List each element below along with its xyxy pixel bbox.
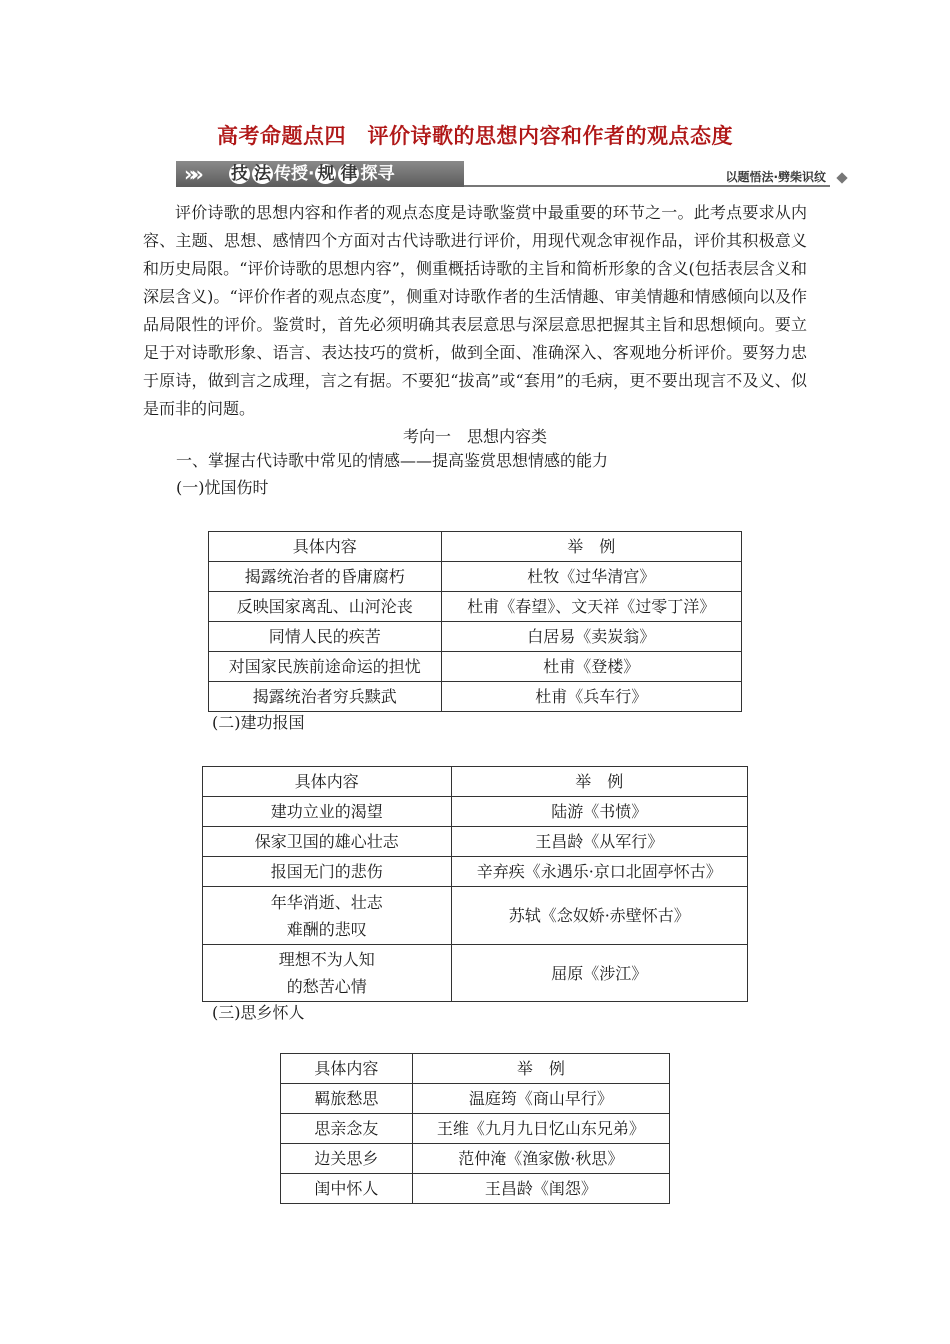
table-row [203,797,748,827]
banner-char: 法 [254,164,271,184]
example-cell: 举 例 [412,1054,669,1084]
example-cell: 辛弃疾《永遇乐·京口北固亭怀古》 [451,857,747,887]
example-cell: 王昌龄《从军行》 [451,827,747,857]
content-cell: 年华消逝、壮志 难酬的悲叹 [203,887,452,945]
content-cell: 同情人民的疾苦 [209,622,442,652]
content-cell: 闺中怀人 [281,1174,413,1204]
table-row [203,827,748,857]
example-cell: 白居易《卖炭翁》 [441,622,741,652]
content-cell: 反映国家离乱、山河沦丧 [209,592,442,622]
content-cell: 具体内容 [203,767,452,797]
banner-char: 律 [340,164,358,184]
content-cell: 报国无门的悲伤 [203,857,452,887]
banner-char: 规 [317,164,335,184]
example-cell: 杜甫《兵车行》 [441,682,741,712]
table-header-row [203,767,748,797]
table-row [209,652,742,682]
table-row [209,622,742,652]
content-cell: 思亲念友 [281,1114,413,1144]
content-cell: 羁旅愁思 [281,1084,413,1114]
table-row [281,1084,670,1114]
banner-text-part: 传授· [274,164,315,184]
table-sixiang [280,1053,670,1204]
table-row [203,857,748,887]
table-header-row [281,1054,670,1084]
banner-char: 技 [231,164,248,184]
example-cell: 范仲淹《渔家傲·秋思》 [412,1144,669,1174]
table-row [203,945,748,1002]
table-row [203,887,748,945]
banner-text-part: 探寻 [360,164,395,184]
page-title: 高考命题点四 评价诗歌的思想内容和作者的观点态度 [217,123,733,148]
table-youguo [208,531,742,712]
example-cell: 王维《九月九日忆山东兄弟》 [412,1114,669,1144]
banner-subtitle: 以题悟法·劈柴识纹 [725,170,826,184]
content-cell: 揭露统治者穷兵黩武 [209,682,442,712]
example-cell: 举 例 [451,767,747,797]
table-header-row [209,532,742,562]
example-cell: 举 例 [441,532,741,562]
example-cell: 陆游《书愤》 [451,797,747,827]
example-cell: 屈原《涉江》 [451,945,747,1002]
content-cell: 对国家民族前途命运的担忧 [209,652,442,682]
example-cell: 苏轼《念奴娇·赤壁怀古》 [451,887,747,945]
table-row [281,1144,670,1174]
example-cell: 杜甫《登楼》 [441,652,741,682]
table-row [281,1174,670,1204]
content-cell: 具体内容 [209,532,442,562]
content-cell: 具体内容 [281,1054,413,1084]
subheading: 一、掌握古代诗歌中常见的情感——提高鉴赏思想情感的能力 [176,451,609,470]
intro-paragraph: 评价诗歌的思想内容和作者的观点态度是诗歌鉴赏中最重要的环节之一。此考点要求从内容、主题、思想、感情四个方面对古代诗歌进行评价，用现代观念审视作品，评价其积极意义和历史局限。“评价诗歌的思想内容”，侧重概括诗歌的主旨和简析形象的含义(包括表层含义和深层含义)。“评价作者的观点态度”，侧重对诗歌作者的生活情趣、审美情趣和情感倾向以及作品局限性的评价。鉴赏时，首先必须明确其表层意思与深层意思把握其主旨和思想倾向。要立足于对诗歌形象、语言、表达技巧的赏析，做到全面、准确深入、客观地分析评价。要努力忠于原诗，做到言之成理，言之有据。不要犯“拔高”或“套用”的毛病，更不要出现言不及义、似是而非的问题。 [143,203,807,418]
table-jiangong [202,766,748,1002]
content-cell: 理想不为人知 的愁苦心情 [203,945,452,1002]
table-caption: (三)思乡怀人 [212,1003,305,1022]
example-cell: 温庭筠《商山早行》 [412,1084,669,1114]
content-cell: 建功立业的渴望 [203,797,452,827]
diamond-icon [836,172,847,183]
content-cell: 边关思乡 [281,1144,413,1174]
table-row [209,592,742,622]
table-row [281,1114,670,1144]
content-cell: 揭露统治者的昏庸腐朽 [209,562,442,592]
banner-rule [464,185,830,187]
example-cell: 杜甫《春望》、文天祥《过零丁洋》 [441,592,741,622]
section-heading: 考向一 思想内容类 [402,427,547,446]
example-cell: 杜牧《过华清宫》 [441,562,741,592]
table-row [209,682,742,712]
table-row [209,562,742,592]
example-cell: 王昌龄《闺怨》 [412,1174,669,1204]
table-caption: (一)忧国伤时 [176,478,269,497]
table-caption: (二)建功报国 [212,713,305,732]
content-cell: 保家卫国的雄心壮志 [203,827,452,857]
section-banner [176,158,852,192]
chevron-right-icon: »» [184,162,198,186]
banner-title [228,161,394,187]
